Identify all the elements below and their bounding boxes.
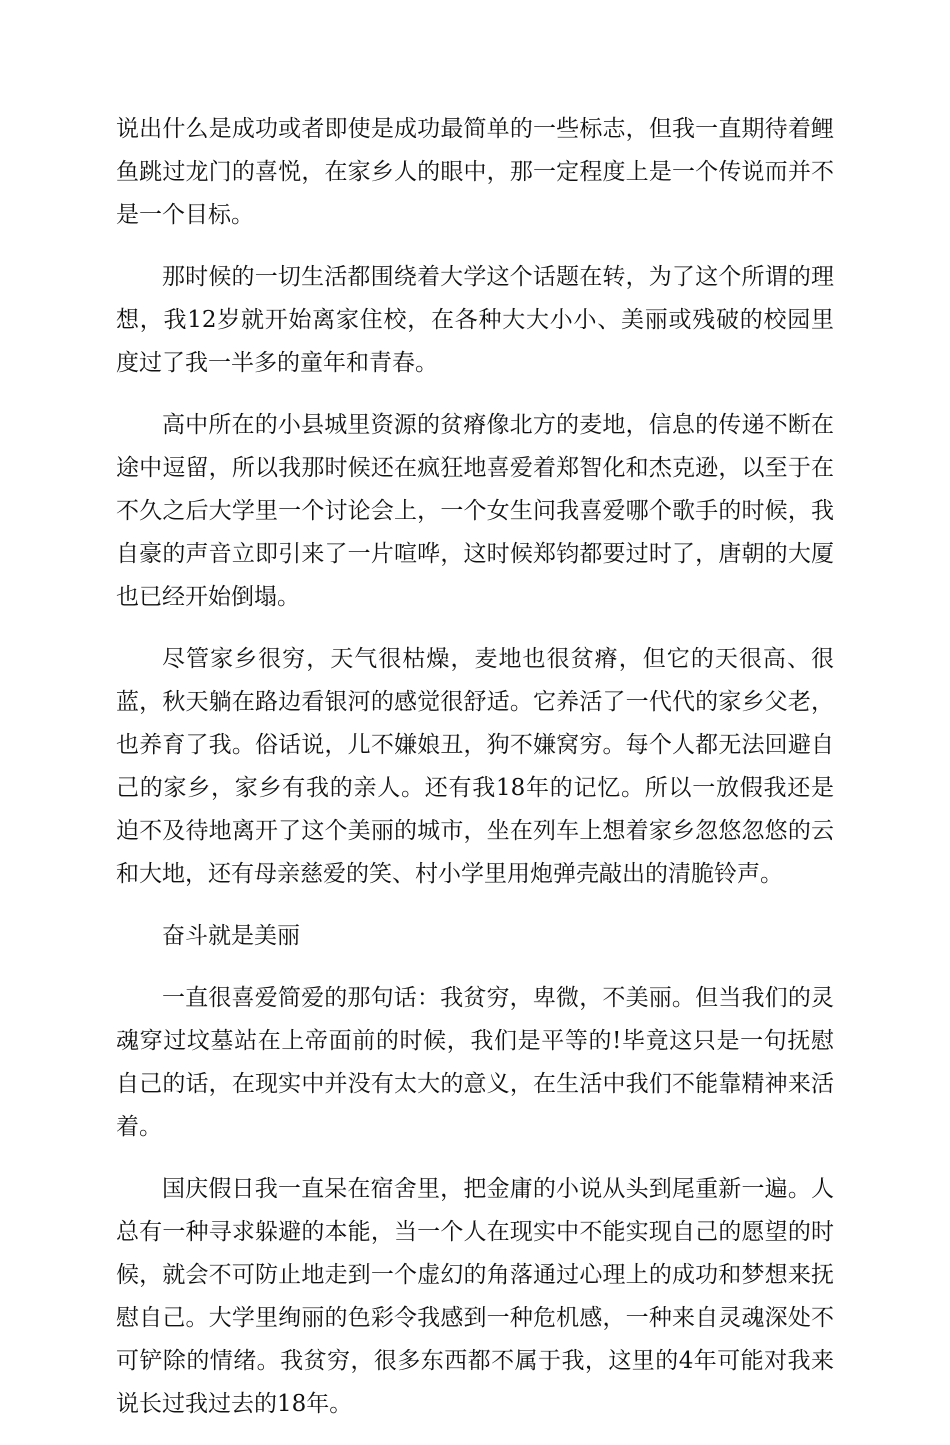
paragraph-4: 尽管家乡很穷，天气很枯燥，麦地也很贫瘠，但它的天很高、很蓝，秋天躺在路边看银河的感觉很舒适。它养活了一代代的家乡父老，也养育了我。俗话说，儿不嫌娘丑，狗不嫌窝穷。每个人都无法回避自己的家乡，家乡有我的亲人。还有我18年的记忆。所以一放假我还是迫不及待地离开了这个美丽的城市，坐在列车上想着家乡忽悠忽悠的云和大地，还有母亲慈爱的笑、村小学里用炮弹壳敲出的清脆铃声。	[116, 646, 834, 887]
paragraph-5: 一直很喜爱简爱的那句话：我贫穷，卑微，不美丽。但当我们的灵魂穿过坟墓站在上帝面前的时候，我们是平等的!毕竟这只是一句抚慰自己的话，在现实中并没有太大的意义，在生活中我们不能靠精神来活着。	[116, 985, 834, 1140]
paragraph-1: 说出什么是成功或者即使是成功最简单的一些标志，但我一直期待着鲤鱼跳过龙门的喜悦，在家乡人的眼中，那一定程度上是一个传说而并不是一个目标。	[116, 116, 834, 228]
paragraph-6: 国庆假日我一直呆在宿舍里，把金庸的小说从头到尾重新一遍。人总有一种寻求躲避的本能，当一个人在现实中不能实现自己的愿望的时候，就会不可防止地走到一个虚幻的角落通过心理上的成功和梦想来抚慰自己。大学里绚丽的色彩令我感到一种危机感，一种来自灵魂深处不可铲除的情绪。我贫穷，很多东西都不属于我，这里的4年可能对我来说长过我过去的18年。	[116, 1176, 834, 1417]
paragraph-3: 高中所在的小县城里资源的贫瘠像北方的麦地，信息的传递不断在途中逗留，所以我那时候还在疯狂地喜爱着郑智化和杰克逊，以至于在不久之后大学里一个讨论会上，一个女生问我喜爱哪个歌手的时候，我自豪的声音立即引来了一片喧哗，这时候郑钧都要过时了，唐朝的大厦也已经开始倒塌。	[116, 412, 834, 610]
section-heading: 奋斗就是美丽	[162, 923, 300, 949]
document-body	[116, 108, 834, 1445]
paragraph-2: 那时候的一切生活都围绕着大学这个话题在转，为了这个所谓的理想，我12岁就开始离家住校，在各种大大小小、美丽或残破的校园里度过了我一半多的童年和青春。	[116, 264, 834, 376]
